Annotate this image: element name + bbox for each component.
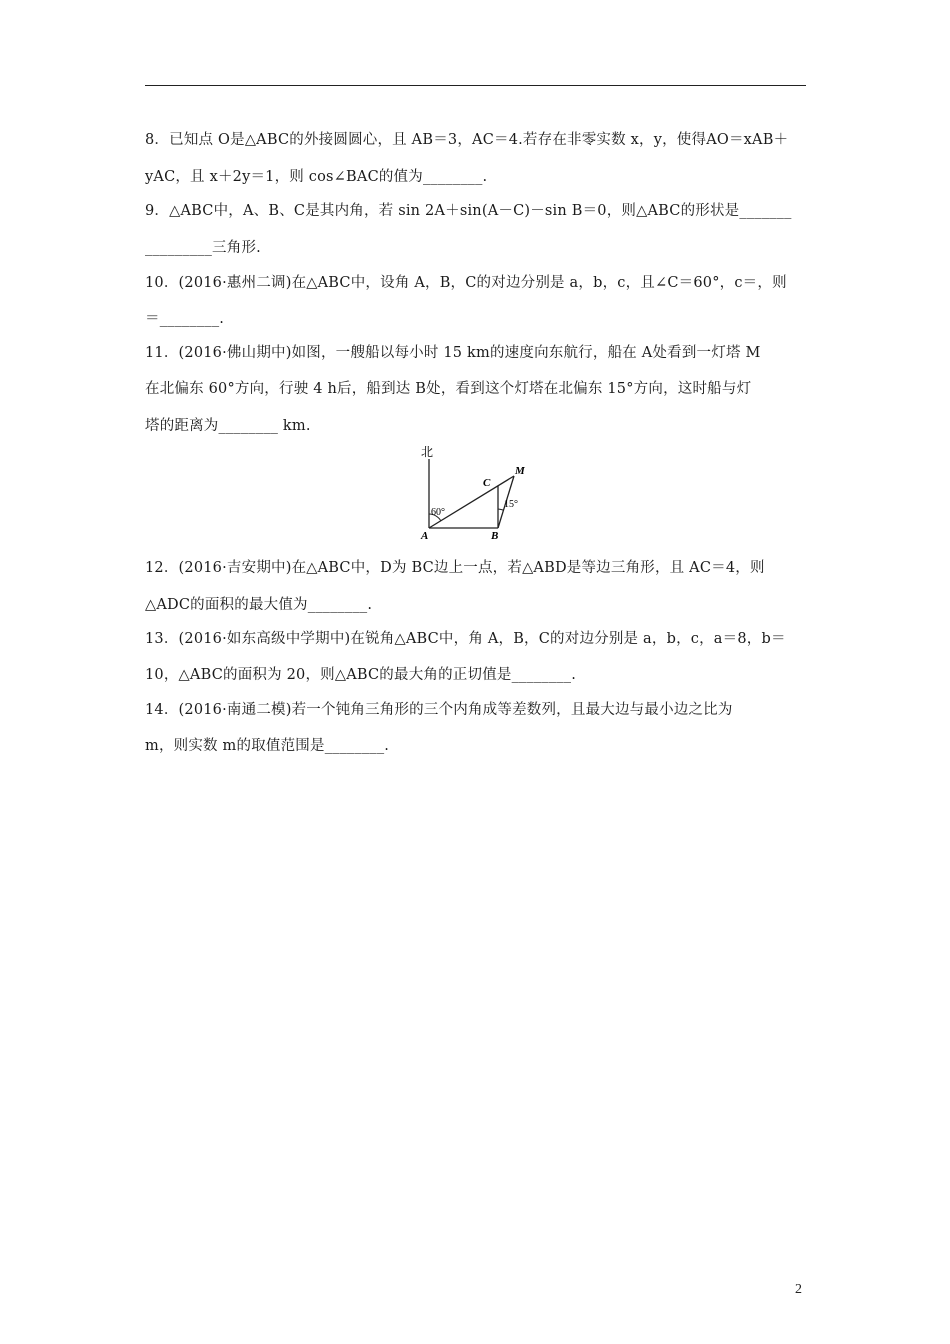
problem-12-line-1: 12．(2016·吉安期中)在△ABC中，D为 BC边上一点，若△ABD是等边三角形，且 AC＝4，则: [145, 560, 765, 576]
problem-13-line-2: 10，△ABC的面积为 20，则△ABC的最大角的正切值是________.: [145, 667, 577, 683]
angle-a-label: 60°: [431, 507, 445, 518]
problem-8-line-2: yAC，且 x＋2y＝1，则 cos∠BAC的值为________.: [145, 169, 488, 185]
ship-lighthouse-figure: [418, 442, 538, 542]
point-b-label: B: [491, 530, 499, 542]
point-c-label: C: [483, 477, 491, 489]
problem-12-line-2: △ADC的面积的最大值为________.: [145, 597, 373, 613]
problem-14-line-1: 14．(2016·南通二模)若一个钝角三角形的三个内角成等差数列，且最大边与最小边之比为: [145, 702, 733, 718]
problem-11-line-3: 塔的距离为________ km.: [145, 418, 311, 434]
problem-10-line-2: ＝________.: [145, 311, 225, 327]
point-m-label: M: [515, 465, 525, 477]
problem-13-line-1: 13．(2016·如东高级中学期中)在锐角△ABC中，角 A，B，C的对边分别是 a，b，c，a＝8，b＝: [145, 631, 786, 647]
north-label: 北: [421, 445, 434, 459]
problem-9-line-2: _________三角形.: [145, 240, 261, 256]
problem-11-line-2: 在北偏东 60°方向，行驶 4 h后，船到达 B处，看到这个灯塔在北偏东 15°方向，这时船与灯: [145, 381, 752, 397]
problem-11-line-1: 11．(2016·佛山期中)如图，一艘船以每小时 15 km的速度向东航行，船在 A处看到一灯塔 M: [145, 345, 761, 361]
angle-b-label: 15°: [504, 499, 518, 510]
problem-10-line-1: 10．(2016·惠州二调)在△ABC中，设角 A，B，C的对边分别是 a，b，c，且∠C＝60°，c＝，则: [145, 275, 787, 291]
problem-8-line-1: 8．已知点 O是△ABC的外接圆圆心，且 AB＝3，AC＝4.若存在非零实数 x，y，使得AO＝xAB＋: [145, 132, 789, 148]
point-a-label: A: [421, 530, 429, 542]
problem-9-line-1: 9．△ABC中，A、B、C是其内角，若 sin 2A＋sin(A－C)－sin B＝0，则△ABC的形状是_______: [145, 203, 792, 219]
header-rule: [145, 85, 806, 86]
page-number: 2: [795, 1282, 802, 1297]
problem-14-line-2: m，则实数 m的取值范围是________.: [145, 738, 390, 754]
